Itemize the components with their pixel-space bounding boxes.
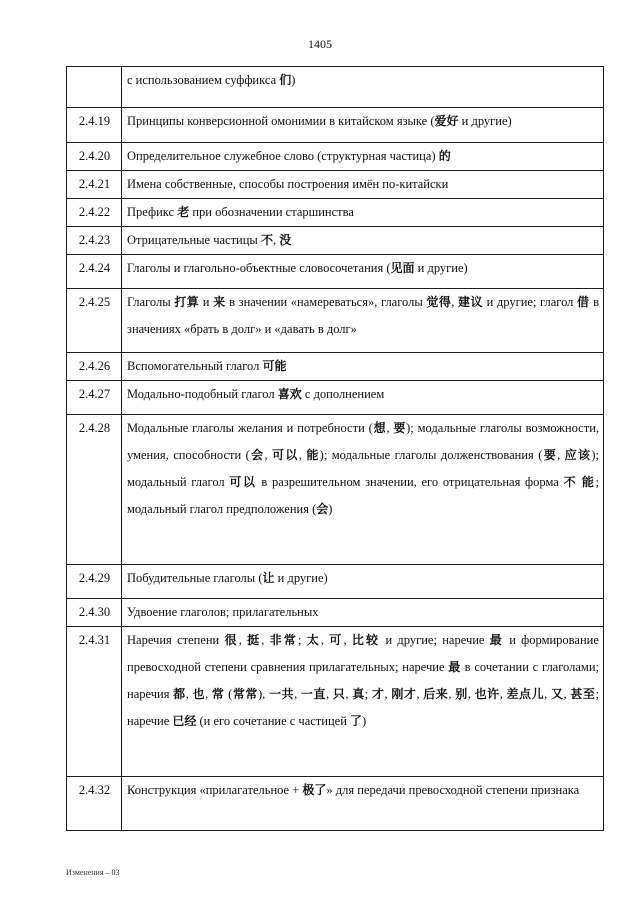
- table-row: [67, 143, 604, 171]
- section-description: Определительное служебное слово (структурная частица) 的: [122, 143, 604, 171]
- section-number: 2.4.32: [67, 777, 122, 831]
- section-description: Глаголы 打算 и 来 в значении «намереваться», глаголы 觉得, 建议 и другие; глагол 借 в значениях «брать в долг» и «давать в долг»: [122, 289, 604, 353]
- section-description: Побудительные глаголы (让 и другие): [122, 565, 604, 599]
- section-description: с использованием суффикса 们): [122, 67, 604, 108]
- section-number: 2.4.22: [67, 199, 122, 227]
- table-row: [67, 415, 604, 565]
- section-number: 2.4.30: [67, 599, 122, 627]
- section-description: Глаголы и глагольно-объектные словосочетания (见面 и другие): [122, 255, 604, 289]
- section-number: [67, 67, 122, 108]
- table-row: [67, 565, 604, 599]
- curriculum-table: [66, 66, 604, 831]
- table-row: [67, 289, 604, 353]
- section-description: Префикс 老 при обозначении старшинства: [122, 199, 604, 227]
- table-row: [67, 627, 604, 777]
- table-row: [67, 227, 604, 255]
- table-row: [67, 353, 604, 381]
- section-description: Модально-подобный глагол 喜欢 с дополнением: [122, 381, 604, 415]
- section-number: 2.4.23: [67, 227, 122, 255]
- table-row: [67, 108, 604, 143]
- section-description: Имена собственные, способы построения имён по-китайски: [122, 171, 604, 199]
- section-description: Удвоение глаголов; прилагательных: [122, 599, 604, 627]
- page-number: 1405: [308, 37, 332, 51]
- page-footer: Изменения – 03: [66, 868, 120, 877]
- section-description: Конструкция «прилагательное + 极了» для передачи превосходной степени признака: [122, 777, 604, 831]
- table-row: [67, 67, 604, 108]
- section-description: Отрицательные частицы 不, 没: [122, 227, 604, 255]
- section-number: 2.4.21: [67, 171, 122, 199]
- section-number: 2.4.27: [67, 381, 122, 415]
- section-number: 2.4.25: [67, 289, 122, 353]
- table-row: [67, 199, 604, 227]
- section-number: 2.4.31: [67, 627, 122, 777]
- section-description: Вспомогательный глагол 可能: [122, 353, 604, 381]
- table-row: [67, 777, 604, 831]
- table-row: [67, 255, 604, 289]
- section-number: 2.4.19: [67, 108, 122, 143]
- table-row: [67, 599, 604, 627]
- section-description: Модальные глаголы желания и потребности (想, 要); модальные глаголы возможности, умения, способности (会, 可以, 能); модальные глаголы долженствования (要, 应该); модальный глагол 可以 в разрешительном значении, его отрицательная форма 不 能; модальный глагол предположения (会): [122, 415, 604, 565]
- section-description: Принципы конверсионной омонимии в китайском языке (爱好 и другие): [122, 108, 604, 143]
- section-number: 2.4.29: [67, 565, 122, 599]
- section-description: Наречия степени 很, 挺, 非常; 太, 可, 比较 и другие; наречие 最 и формирование превосходной степени сравнения прилагательных; наречие 最 в сочетании с глаголами; наречия 都, 也, 常 (常常), 一共, 一直, 只, 真; 才, 刚才, 后来, 别, 也许, 差点儿, 又, 甚至; наречие 已经 (и его сочетание с частицей 了): [122, 627, 604, 777]
- section-number: 2.4.20: [67, 143, 122, 171]
- table-row: [67, 171, 604, 199]
- section-number: 2.4.28: [67, 415, 122, 565]
- table-row: [67, 381, 604, 415]
- section-number: 2.4.24: [67, 255, 122, 289]
- section-number: 2.4.26: [67, 353, 122, 381]
